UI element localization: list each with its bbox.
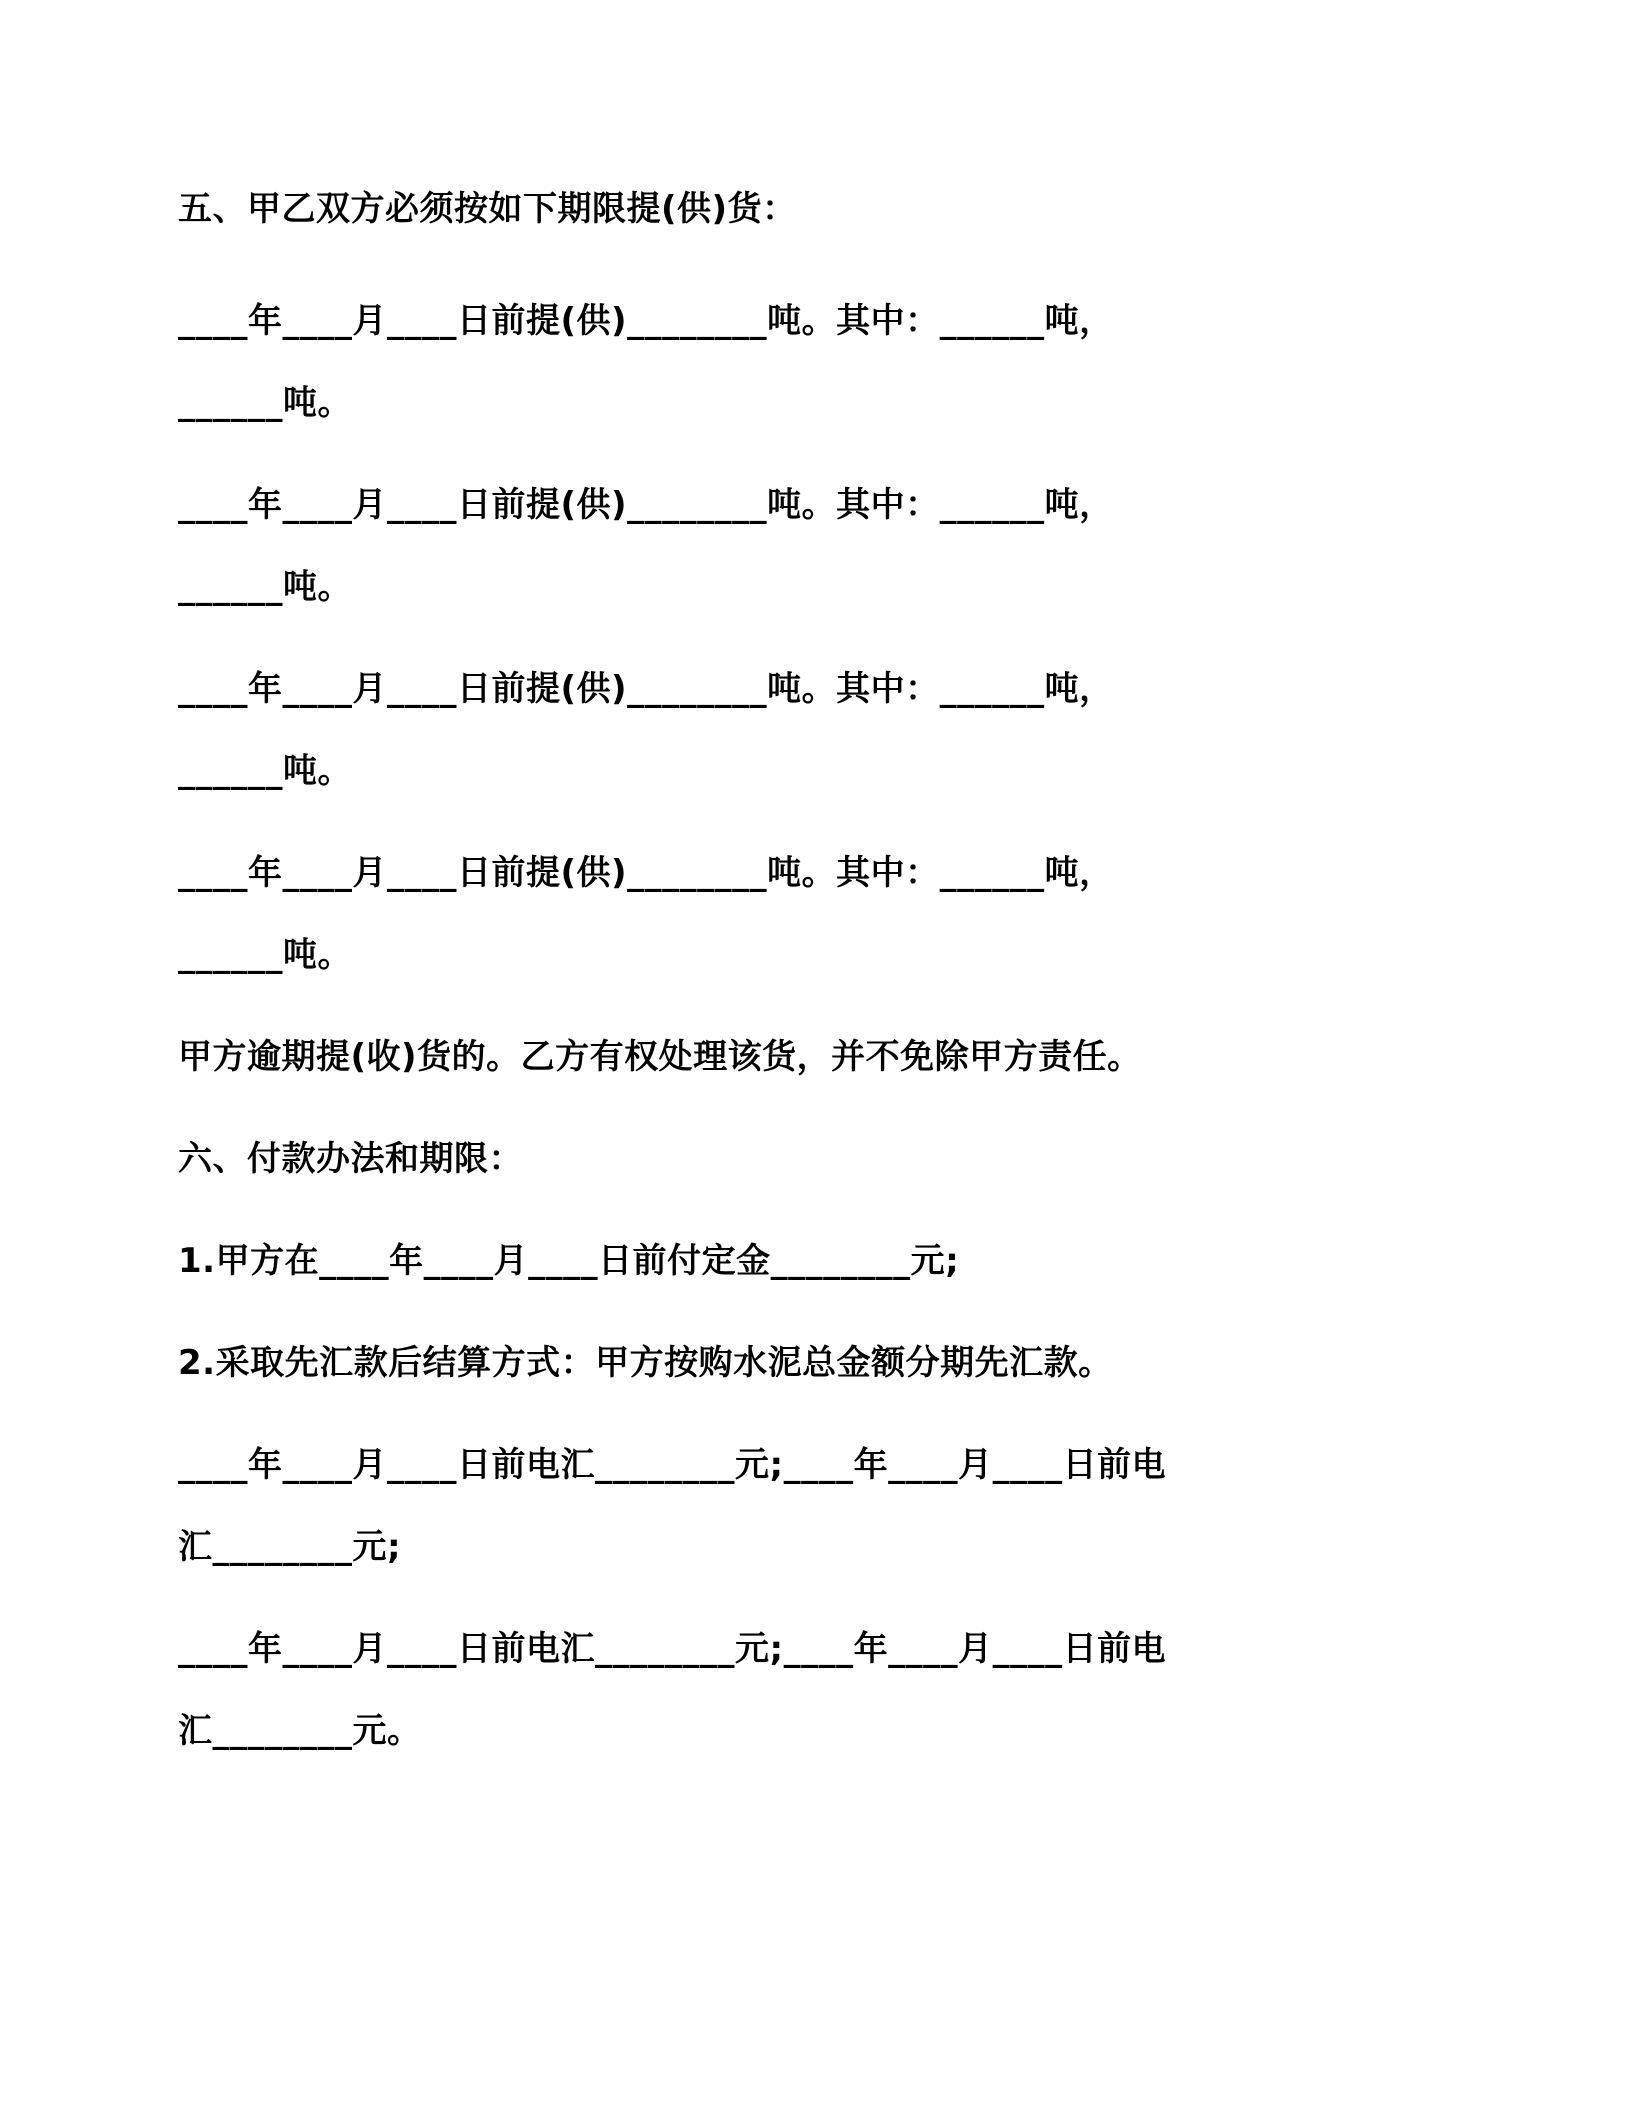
section6 bbox=[178, 1118, 1482, 1200]
payment-item-2-block bbox=[178, 1322, 1482, 1404]
remittance-block-1 bbox=[178, 1424, 1482, 1588]
delivery-line-2: ______吨。 bbox=[178, 567, 352, 607]
payment-item-1-block bbox=[178, 1220, 1482, 1302]
section5-heading: 五、甲乙双方必须按如下期限提(供)货： bbox=[178, 189, 797, 229]
delivery-line-2: ______吨。 bbox=[178, 383, 352, 423]
payment-item-1: 1.甲方在____年____月____日前付定金________元; bbox=[178, 1241, 960, 1281]
delivery-line-1: ____年____月____日前提(供)________吨。其中：______吨， bbox=[178, 301, 1114, 341]
delivery-schedule-block-2 bbox=[178, 464, 1482, 628]
payment-item-2: 2.采取先汇款后结算方式：甲方按购水泥总金额分期先汇款。 bbox=[178, 1343, 1113, 1383]
delivery-line-1: ____年____月____日前提(供)________吨。其中：______吨， bbox=[178, 485, 1114, 525]
delivery-schedule-block-3 bbox=[178, 648, 1482, 812]
remittance-line-1: ____年____月____日前电汇________元;____年____月____日前电 bbox=[178, 1445, 1167, 1485]
delivery-line-1: ____年____月____日前提(供)________吨。其中：______吨， bbox=[178, 853, 1114, 893]
remittance-line-2: 汇________元; bbox=[178, 1527, 402, 1567]
remittance-line-2: 汇________元。 bbox=[178, 1711, 422, 1751]
remittance-line-1: ____年____月____日前电汇________元;____年____月____日前电 bbox=[178, 1629, 1167, 1669]
overdue-clause: 甲方逾期提(收)货的。乙方有权处理该货，并不免除甲方责任。 bbox=[178, 1037, 1142, 1077]
overdue-clause-block bbox=[178, 1016, 1482, 1098]
delivery-line-2: ______吨。 bbox=[178, 935, 352, 975]
delivery-line-2: ______吨。 bbox=[178, 751, 352, 791]
delivery-line-1: ____年____月____日前提(供)________吨。其中：______吨， bbox=[178, 669, 1114, 709]
section5 bbox=[178, 168, 1482, 250]
delivery-schedule-block-4 bbox=[178, 832, 1482, 996]
remittance-block-2 bbox=[178, 1608, 1482, 1772]
delivery-schedule-block-1 bbox=[178, 280, 1482, 444]
section6-heading: 六、付款办法和期限： bbox=[178, 1139, 523, 1179]
